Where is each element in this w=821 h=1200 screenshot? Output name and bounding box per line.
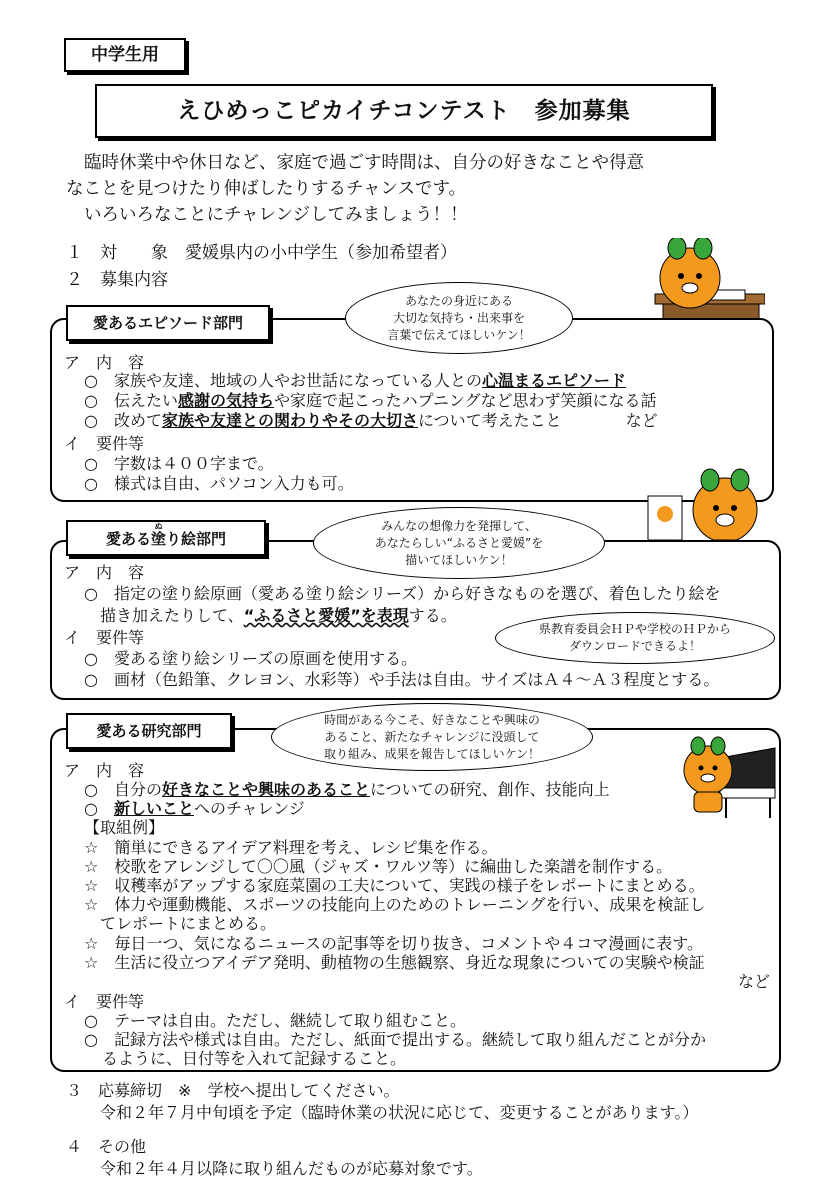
research-requirement-1: ○ テーマは自由。ただし、継続して取り組むこと。 [84, 1011, 466, 1030]
episode-content-2 [84, 390, 657, 411]
episode-content-2-emphasis: 感謝の気持ち [177, 391, 274, 410]
coloring-speech-bubble [313, 507, 605, 579]
research-content-2-post: へのチャレンジ [193, 799, 305, 818]
examples-end: など [738, 972, 771, 991]
coloring-section-tab [66, 520, 266, 556]
coloring-content-1: ○ 指定の塗り絵原画（愛ある塗り絵シリーズ）から好きなものを選び、着色したり絵を [84, 584, 721, 603]
research-contents-heading: ア 内 容 [64, 761, 145, 780]
research-section-tab: 愛ある研究部門 [66, 713, 232, 749]
item-deadline [66, 1080, 399, 1101]
research-content-1-post: についての研究、創作、技能向上 [369, 780, 610, 799]
item-deadline-label: 応募締切 ※ 学校へ提出してください。 [98, 1081, 400, 1100]
item-other-value: 令和２年４月以降に取り組んだものが応募対象です。 [100, 1159, 483, 1178]
coloring-content-2-post: する。 [408, 606, 457, 625]
coloring-content-2-text: 描き加えたりして、 [100, 606, 244, 625]
episode-section-tab: 愛あるエピソード部門 [66, 305, 270, 341]
download-bubble-line-1: 県教育委員会ＨＰや学校のＨＰから [538, 622, 731, 636]
example-item: ☆ 校歌をアレンジして〇〇風（ジャズ・ワルツ等）に編曲した楽譜を制作する。 [84, 857, 673, 876]
coloring-requirement-2: ○ 画材（色鉛筆、クレヨン、水彩等）や手法は自由。サイズはＡ４～Ａ３程度とする。 [84, 670, 720, 689]
download-bubble-line-2: ダウンロードできるよ！ [568, 639, 701, 653]
episode-bubble-line-1: あなたの身近にある [404, 293, 513, 308]
item-other-number: ４ [66, 1137, 83, 1156]
item-target [66, 243, 457, 264]
research-speech-bubble [271, 703, 593, 771]
research-bubble-line-2: あること、新たなチャレンジに没頭して [324, 729, 540, 744]
research-content-2 [84, 798, 305, 819]
episode-bubble-line-3: 言葉で伝えてほしいケン！ [387, 327, 531, 342]
coloring-tab-text: 愛ある [105, 530, 151, 548]
item-contents [66, 270, 168, 291]
episode-content-1-text: ○ 家族や友達、地域の人やお世話になっている人との [84, 371, 482, 390]
intro-text [66, 150, 786, 228]
research-content-1 [84, 779, 610, 800]
research-content-2-emphasis: 新しいこと [113, 799, 194, 818]
research-requirements-heading: イ 要件等 [64, 992, 145, 1011]
example-item: ☆ 生活に役立つアイデア発明、動植物の生態観察、身近な現象についての実験や検証 [84, 953, 705, 972]
episode-content-1 [84, 370, 626, 391]
coloring-bubble-line-3: 描いてほしいケン！ [405, 552, 513, 567]
intro-line-3: いろいろなことにチャレンジしてみましょう！！ [84, 205, 468, 225]
item-contents-number: ２ [66, 270, 83, 290]
example-item: ☆ 収穫率がアップする家庭菜園の工夫について、実践の様子をレポートにまとめる。 [84, 876, 705, 895]
episode-requirements-heading: イ 要件等 [64, 434, 145, 453]
example-item: てレポートにまとめる。 [84, 914, 277, 933]
episode-content-3-post: について考えたこと など [417, 411, 658, 430]
intro-line-2: なことを見つけたり伸ばしたりするチャンスです。 [66, 179, 467, 199]
episode-contents-heading: ア 内 容 [64, 353, 145, 372]
coloring-tab-kanji: 塗 [150, 530, 166, 548]
research-bubble-line-1: 時間がある今こそ、好きなことや興味の [324, 712, 540, 727]
example-item: ☆ 毎日一つ、気になるニュースの記事等を切り抜き、コメントや４コマ漫画に表す。 [84, 934, 703, 953]
episode-speech-bubble [345, 282, 573, 354]
episode-content-2-post: や家庭で起こったハプニングなど思わず笑顔になる話 [273, 391, 657, 410]
research-requirement-3: るように、日付等を入れて記録すること。 [102, 1049, 407, 1068]
intro-line-1: 臨時休業中や休日など、家庭で過ごす時間は、自分の好きなことや得意 [84, 153, 644, 173]
item-target-value: 愛媛県内の小中学生（参加希望者） [185, 243, 457, 263]
coloring-contents-heading: ア 内 容 [64, 563, 145, 582]
item-other-label: その他 [98, 1137, 147, 1156]
example-item: ☆ 体力や運動機能、スポーツの技能向上のためのトレーニングを行い、成果を検証し [84, 895, 706, 914]
research-content-2-text: ○ [84, 799, 114, 818]
example-item: ☆ 簡単にできるアイデア料理を考え、レシピ集を作る。 [84, 838, 498, 857]
episode-content-3-emphasis: 家族や友達との関わりやその大切さ [161, 411, 418, 430]
coloring-content-2-emphasis: “ふるさと愛媛”を表現 [243, 606, 409, 625]
episode-content-1-emphasis: 心温まるエピソード [481, 371, 626, 390]
item-target-label: 対 象 [100, 243, 168, 263]
item-deadline-value: 令和２年７月中旬頃を予定（臨時休業の状況に応じて、変更することがあります。） [100, 1103, 699, 1122]
research-requirement-2: ○ 記録方法や様式は自由。ただし、紙面で提出する。継続して取り組んだことが分か [84, 1030, 706, 1049]
research-bubble-line-3: 取り組み、成果を報告してほしいケン！ [323, 746, 541, 761]
episode-requirement-1: ○ 字数は４００字まで。 [84, 454, 274, 473]
item-contents-label: 募集内容 [100, 270, 168, 290]
episode-content-2-text: ○ 伝えたい [84, 391, 178, 410]
download-speech-bubble [495, 612, 775, 664]
episode-bubble-line-2: 大切な気持ち・出来事を [392, 310, 525, 325]
coloring-requirement-1: ○ 愛ある塗り絵シリーズの原画を使用する。 [84, 649, 418, 668]
examples-heading: 【取組例】 [84, 818, 165, 837]
mascot-piano-illustration [680, 728, 780, 820]
coloring-bubble-line-2: あなたらしい“ふるさと愛媛”を [374, 535, 544, 550]
page-title: えひめっこピカイチコンテスト 参加募集 [95, 84, 713, 138]
coloring-tab-ruby: ぬ [150, 522, 166, 531]
episode-content-3 [84, 410, 658, 431]
episode-requirement-2: ○ 様式は自由、パソコン入力も可。 [84, 474, 354, 493]
item-deadline-number: ３ [66, 1081, 83, 1100]
research-content-1-emphasis: 好きなことや興味のあること [161, 780, 370, 799]
coloring-content-2 [100, 605, 457, 626]
episode-content-3-text: ○ 改めて [84, 411, 162, 430]
item-target-number: １ [66, 243, 83, 263]
coloring-requirements-heading: イ 要件等 [64, 628, 145, 647]
research-content-1-text: ○ 自分の [84, 780, 162, 799]
item-other [66, 1136, 146, 1157]
coloring-tab-post: り絵部門 [166, 530, 227, 548]
coloring-bubble-line-1: みんなの想像力を発揮して、 [381, 518, 537, 533]
audience-tag: 中学生用 [64, 38, 186, 72]
